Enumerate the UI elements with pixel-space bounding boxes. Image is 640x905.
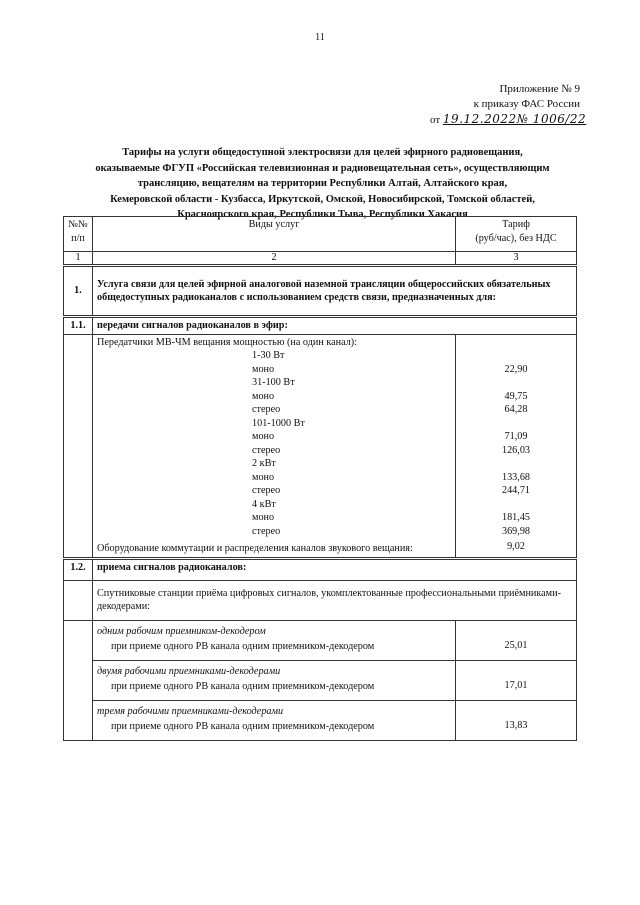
empty-cell: [64, 620, 93, 740]
tariff-value: 133,68: [501, 471, 530, 483]
tariff-value: 13,83: [456, 700, 577, 740]
power-label: 31-100 Вт: [252, 377, 295, 388]
receiver-group: [64, 620, 577, 639]
tariff-value: [460, 349, 572, 363]
title-line: трансляцию, вещателям на территории Республики Алтай, Алтайского края,: [137, 178, 508, 189]
order-prefix: от: [430, 114, 441, 126]
tariff-value: 369,98: [501, 525, 530, 537]
equipment-value: 9,02: [507, 541, 525, 552]
title-line: Кемеровской области - Кузбасса, Иркутской, Омской, Новосибирской, Томской областей,: [110, 193, 535, 205]
tariff-value: 25,01: [456, 620, 577, 660]
header-num: №№ п/п: [64, 217, 93, 252]
mode-label: моно: [252, 512, 275, 523]
title-line: Красноярского края, Республики Тыва, Республики Хакасия: [177, 209, 468, 220]
annex-header: [430, 82, 580, 112]
power-label: 101-1000 Вт: [252, 417, 305, 429]
section-1-text: Услуга связи для целей эфирной аналоговой наземной трансляции общероссийских обязательных общедоступных радиоканалов с использованием средств связи, предназначенных для:: [93, 266, 577, 317]
header-tariff-line2: (руб/час), без НДС: [475, 232, 557, 244]
header-tariff: [456, 217, 577, 252]
power-label: 4 кВт: [252, 498, 276, 510]
receiver-group-title: одним рабочим приемником-декодером: [93, 620, 456, 639]
col-number: 2: [93, 252, 456, 266]
tariff-value: 244,71: [501, 485, 530, 496]
receiver-row-text: при приеме одного РВ канала одним приемником-декодером: [93, 679, 456, 700]
tariff-value: [460, 498, 572, 512]
mode-label: стерео: [252, 404, 281, 415]
mode-label: моно: [252, 431, 275, 442]
title-line: оказываемые ФГУП «Российская телевизионная и радиовещательная сеть», осуществляющим: [95, 162, 550, 174]
transmitters-labels: [93, 334, 456, 558]
table-header-row: [64, 217, 577, 252]
section-1-num: 1.: [64, 266, 93, 317]
order-line: [430, 112, 590, 126]
empty-cell: [64, 334, 93, 558]
satellite-intro: Спутниковые станции приёма цифровых сигналов, укомплектованные профессиональными приёмниками-декодерами:: [93, 580, 577, 620]
power-label: 1-30 Вт: [252, 350, 285, 361]
tariff-value: 181,45: [501, 512, 530, 523]
mode-label: стерео: [252, 485, 281, 496]
tariff-value: 126,03: [501, 444, 530, 456]
equipment-label: Оборудование коммутации и распределения каналов звукового вещания:: [97, 543, 413, 554]
section-1-2-row: [64, 558, 577, 580]
receiver-row-text: при приеме одного РВ канала одним приемником-декодером: [93, 719, 456, 740]
header-services: Виды услуг: [93, 217, 456, 252]
receiver-row-text: при приеме одного РВ канала одним приемником-декодером: [93, 639, 456, 660]
satellite-intro-row: [64, 580, 577, 620]
document-title: [70, 145, 575, 223]
order-number: № 1006/22: [516, 112, 587, 126]
tariff-value: 49,75: [504, 390, 528, 402]
mode-label: стерео: [252, 444, 281, 456]
receiver-group-title: тремя рабочими приемниками-декодерами: [93, 700, 456, 719]
order-date: 19.12.2022: [442, 112, 517, 126]
transmitters-intro: Передатчики МВ-ЧМ вещания мощностью (на один канал):: [97, 336, 358, 348]
transmitters-row: [64, 334, 577, 558]
receiver-group: [64, 660, 577, 679]
tariff-value: [460, 417, 572, 431]
header-tariff-line1: Тариф: [502, 219, 530, 230]
section-1-1-num: 1.1.: [64, 317, 93, 335]
tariff-value: 17,01: [456, 660, 577, 700]
tariff-value: [460, 376, 572, 390]
col-number: 1: [64, 252, 93, 266]
section-1-2-text: приема сигналов радиоканалов:: [93, 558, 577, 580]
receiver-group: [64, 700, 577, 719]
mode-label: моно: [252, 390, 275, 402]
col-number: 3: [456, 252, 577, 266]
annex-line1: Приложение № 9: [499, 83, 580, 95]
tariff-value: 22,90: [504, 363, 528, 375]
title-line: Тарифы на услуги общедоступной электросвязи для целей эфирного радиовещания,: [122, 147, 523, 158]
annex-line2: к приказу ФАС России: [473, 98, 580, 110]
tariff-value: 71,09: [504, 431, 528, 442]
mode-label: стерео: [252, 525, 281, 537]
receiver-group-title: двумя рабочими приемниками-декодерами: [93, 660, 456, 679]
page-number: 11: [315, 32, 325, 43]
mode-label: моно: [252, 363, 275, 375]
mode-label: моно: [252, 471, 275, 483]
power-label: 2 кВт: [252, 458, 276, 469]
tariff-value: [460, 457, 572, 471]
tariff-table: [63, 216, 577, 741]
tariff-value: 64,28: [504, 404, 528, 415]
section-1-1-row: [64, 317, 577, 335]
transmitters-values: [456, 334, 577, 558]
section-1-row: [64, 266, 577, 317]
section-1-1-text: передачи сигналов радиоканалов в эфир:: [93, 317, 577, 335]
empty-cell: [64, 580, 93, 620]
column-numbers-row: [64, 252, 577, 266]
section-1-2-num: 1.2.: [64, 558, 93, 580]
